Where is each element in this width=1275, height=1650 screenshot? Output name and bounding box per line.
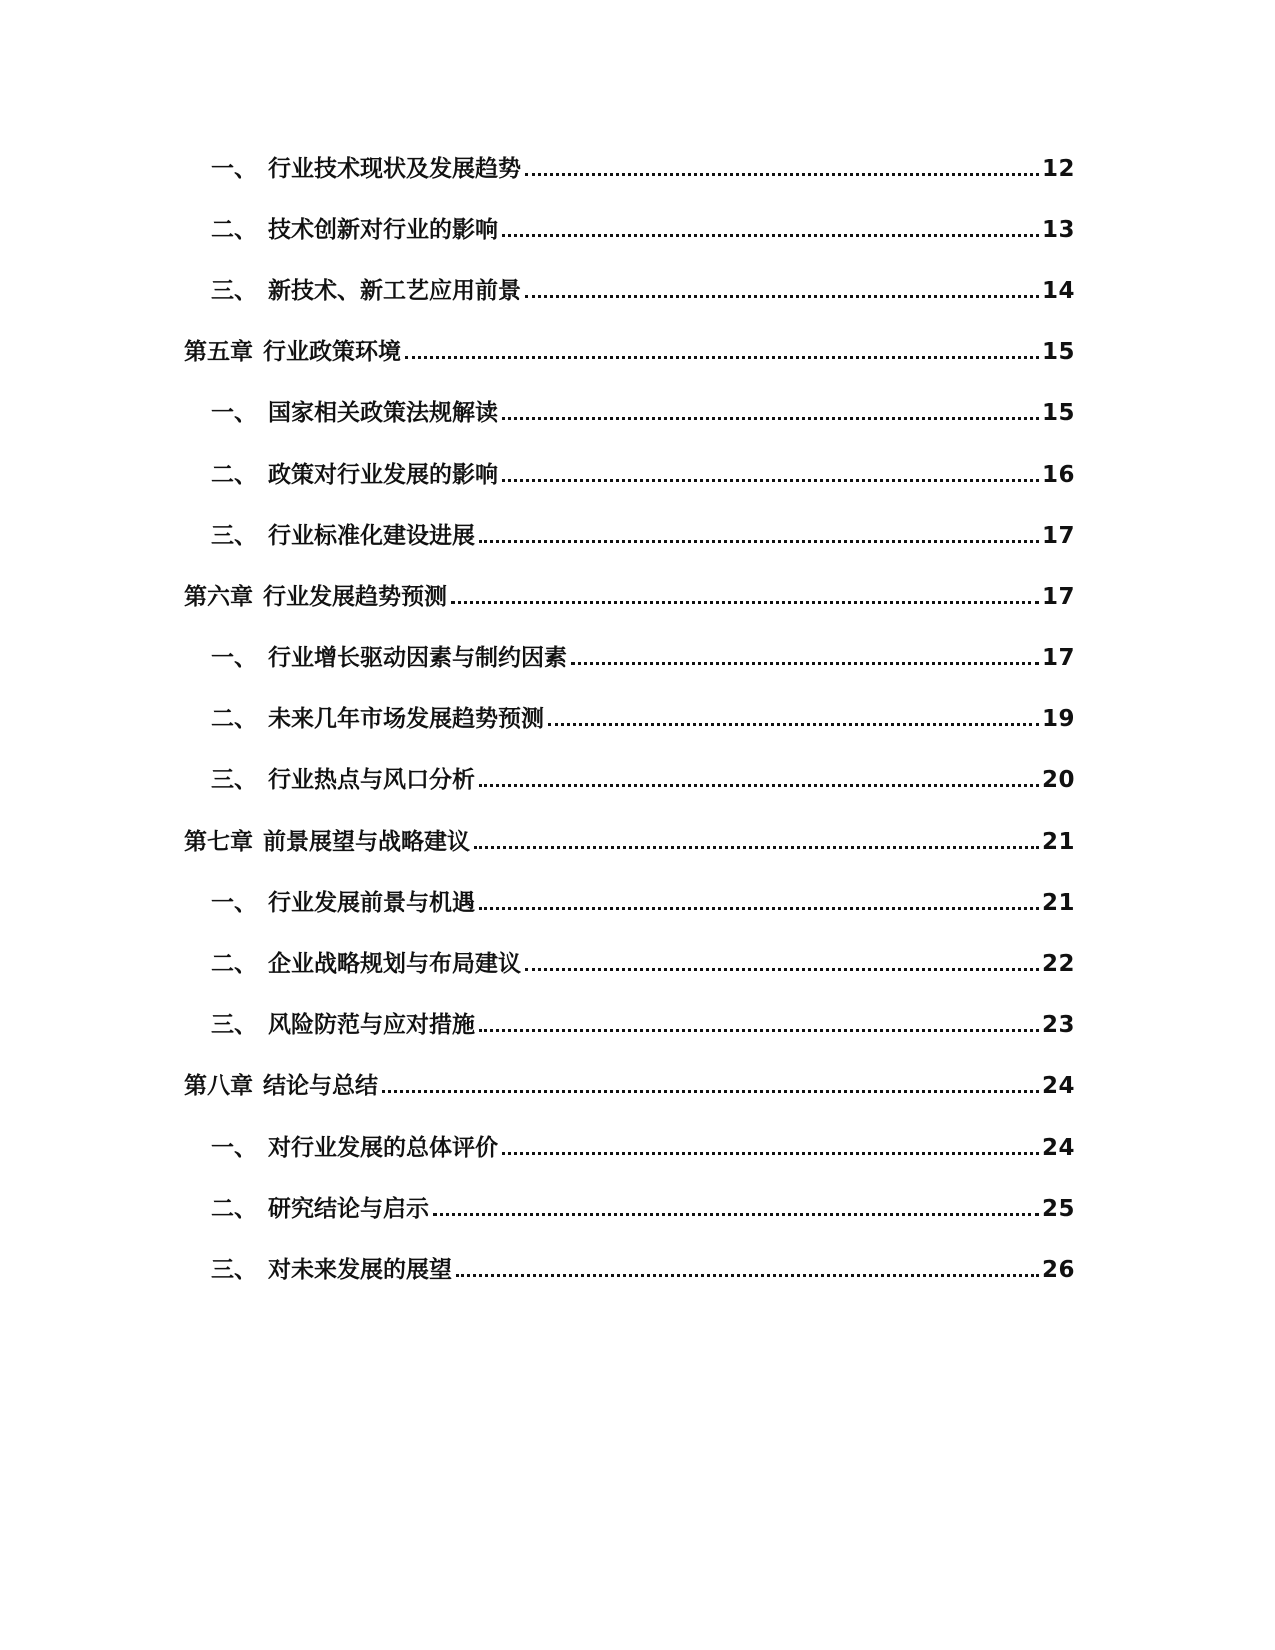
toc-entry-number: 二、 [211, 461, 257, 488]
toc-chapter-number: 第八章 [184, 1073, 253, 1100]
toc-chapter-title: 前景展望与战略建议 [263, 828, 470, 855]
toc-entry-page: 17 [1041, 645, 1075, 672]
toc-chapter-number: 第五章 [184, 339, 253, 366]
toc-entry-number: 一、 [211, 400, 257, 427]
toc-chapter-title: 行业发展趋势预测 [263, 583, 447, 610]
toc-entry[interactable] [0, 138, 1275, 199]
dot-leader [571, 662, 1039, 665]
toc-entry-title: 研究结论与启示 [268, 1195, 429, 1222]
toc-entry-page: 26 [1041, 1256, 1075, 1283]
dot-leader [548, 723, 1039, 726]
toc-entry-title: 未来几年市场发展趋势预测 [268, 706, 544, 733]
dot-leader [479, 540, 1039, 543]
toc-entry[interactable] [0, 444, 1275, 505]
toc-entry-page: 14 [1041, 277, 1075, 304]
dot-leader [451, 601, 1039, 604]
toc-entry-page: 23 [1041, 1012, 1075, 1039]
toc-entry-title: 行业增长驱动因素与制约因素 [268, 645, 567, 672]
dot-leader [479, 907, 1039, 910]
toc-chapter-page: 24 [1041, 1073, 1075, 1100]
toc-entry[interactable] [0, 628, 1275, 689]
toc-entry[interactable] [0, 199, 1275, 260]
toc-entry-page: 17 [1041, 522, 1075, 549]
toc-entry-title: 风险防范与应对措施 [268, 1012, 475, 1039]
toc-entry-number: 一、 [211, 155, 257, 182]
toc-entry-title: 新技术、新工艺应用前景 [268, 277, 521, 304]
toc-entry-title: 行业发展前景与机遇 [268, 889, 475, 916]
dot-leader [525, 173, 1039, 176]
toc-entry-page: 21 [1041, 889, 1075, 916]
toc-chapter-page: 17 [1041, 583, 1075, 610]
toc-entry-title: 对未来发展的展望 [268, 1256, 452, 1283]
toc-entry-title: 行业技术现状及发展趋势 [268, 155, 521, 182]
toc-entry[interactable] [0, 689, 1275, 750]
toc-entry-number: 一、 [211, 1134, 257, 1161]
toc-chapter[interactable] [0, 322, 1275, 383]
toc-entry-page: 16 [1041, 461, 1075, 488]
toc-entry-number: 三、 [211, 1256, 257, 1283]
toc-entry-page: 20 [1041, 767, 1075, 794]
toc-entry-page: 13 [1041, 216, 1075, 243]
toc-entry[interactable] [0, 1178, 1275, 1239]
toc-entry-number: 一、 [211, 889, 257, 916]
toc-chapter-number: 第六章 [184, 583, 253, 610]
toc-entry-page: 15 [1041, 400, 1075, 427]
toc-entry-title: 政策对行业发展的影响 [268, 461, 498, 488]
toc-entry-title: 行业热点与风口分析 [268, 767, 475, 794]
toc-entry[interactable] [0, 995, 1275, 1056]
toc-entry-number: 三、 [211, 767, 257, 794]
dot-leader [456, 1274, 1039, 1277]
toc-chapter-title: 行业政策环境 [263, 339, 401, 366]
toc-entry-page: 25 [1041, 1195, 1075, 1222]
dot-leader [502, 479, 1039, 482]
toc-chapter[interactable] [0, 1056, 1275, 1117]
dot-leader [502, 1152, 1039, 1155]
toc-entry-page: 19 [1041, 706, 1075, 733]
toc-chapter-title: 结论与总结 [263, 1073, 378, 1100]
dot-leader [502, 234, 1039, 237]
dot-leader [479, 1029, 1039, 1032]
toc-entry-title: 行业标准化建设进展 [268, 522, 475, 549]
dot-leader [474, 846, 1039, 849]
dot-leader [433, 1213, 1039, 1216]
toc-entry[interactable] [0, 505, 1275, 566]
toc-entry-title: 技术创新对行业的影响 [268, 216, 498, 243]
toc-entry[interactable] [0, 383, 1275, 444]
toc-entry-number: 一、 [211, 645, 257, 672]
toc-entry-number: 二、 [211, 216, 257, 243]
dot-leader [382, 1090, 1039, 1093]
toc-entry-number: 二、 [211, 951, 257, 978]
toc-entry[interactable] [0, 933, 1275, 994]
toc-entry-number: 三、 [211, 1012, 257, 1039]
toc-chapter[interactable] [0, 811, 1275, 872]
toc-entry[interactable] [0, 872, 1275, 933]
toc-entry-title: 企业战略规划与布局建议 [268, 951, 521, 978]
toc-entry-page: 22 [1041, 951, 1075, 978]
toc-entry-number: 三、 [211, 277, 257, 304]
toc-chapter[interactable] [0, 566, 1275, 627]
toc-entry[interactable] [0, 1239, 1275, 1300]
toc-entry-number: 三、 [211, 522, 257, 549]
toc-entry[interactable] [0, 1117, 1275, 1178]
toc-entry-number: 二、 [211, 706, 257, 733]
toc-entry[interactable] [0, 750, 1275, 811]
toc-entry[interactable] [0, 260, 1275, 321]
dot-leader [525, 295, 1039, 298]
toc-chapter-page: 15 [1041, 339, 1075, 366]
dot-leader [525, 968, 1039, 971]
toc-entry-page: 12 [1041, 155, 1075, 182]
dot-leader [405, 356, 1039, 359]
toc-entry-title: 对行业发展的总体评价 [268, 1134, 498, 1161]
toc-chapter-page: 21 [1041, 828, 1075, 855]
dot-leader [479, 784, 1039, 787]
toc-entry-number: 二、 [211, 1195, 257, 1222]
toc-entry-title: 国家相关政策法规解读 [268, 400, 498, 427]
dot-leader [502, 417, 1039, 420]
table-of-contents [0, 138, 1275, 1301]
toc-entry-page: 24 [1041, 1134, 1075, 1161]
toc-chapter-number: 第七章 [184, 828, 253, 855]
